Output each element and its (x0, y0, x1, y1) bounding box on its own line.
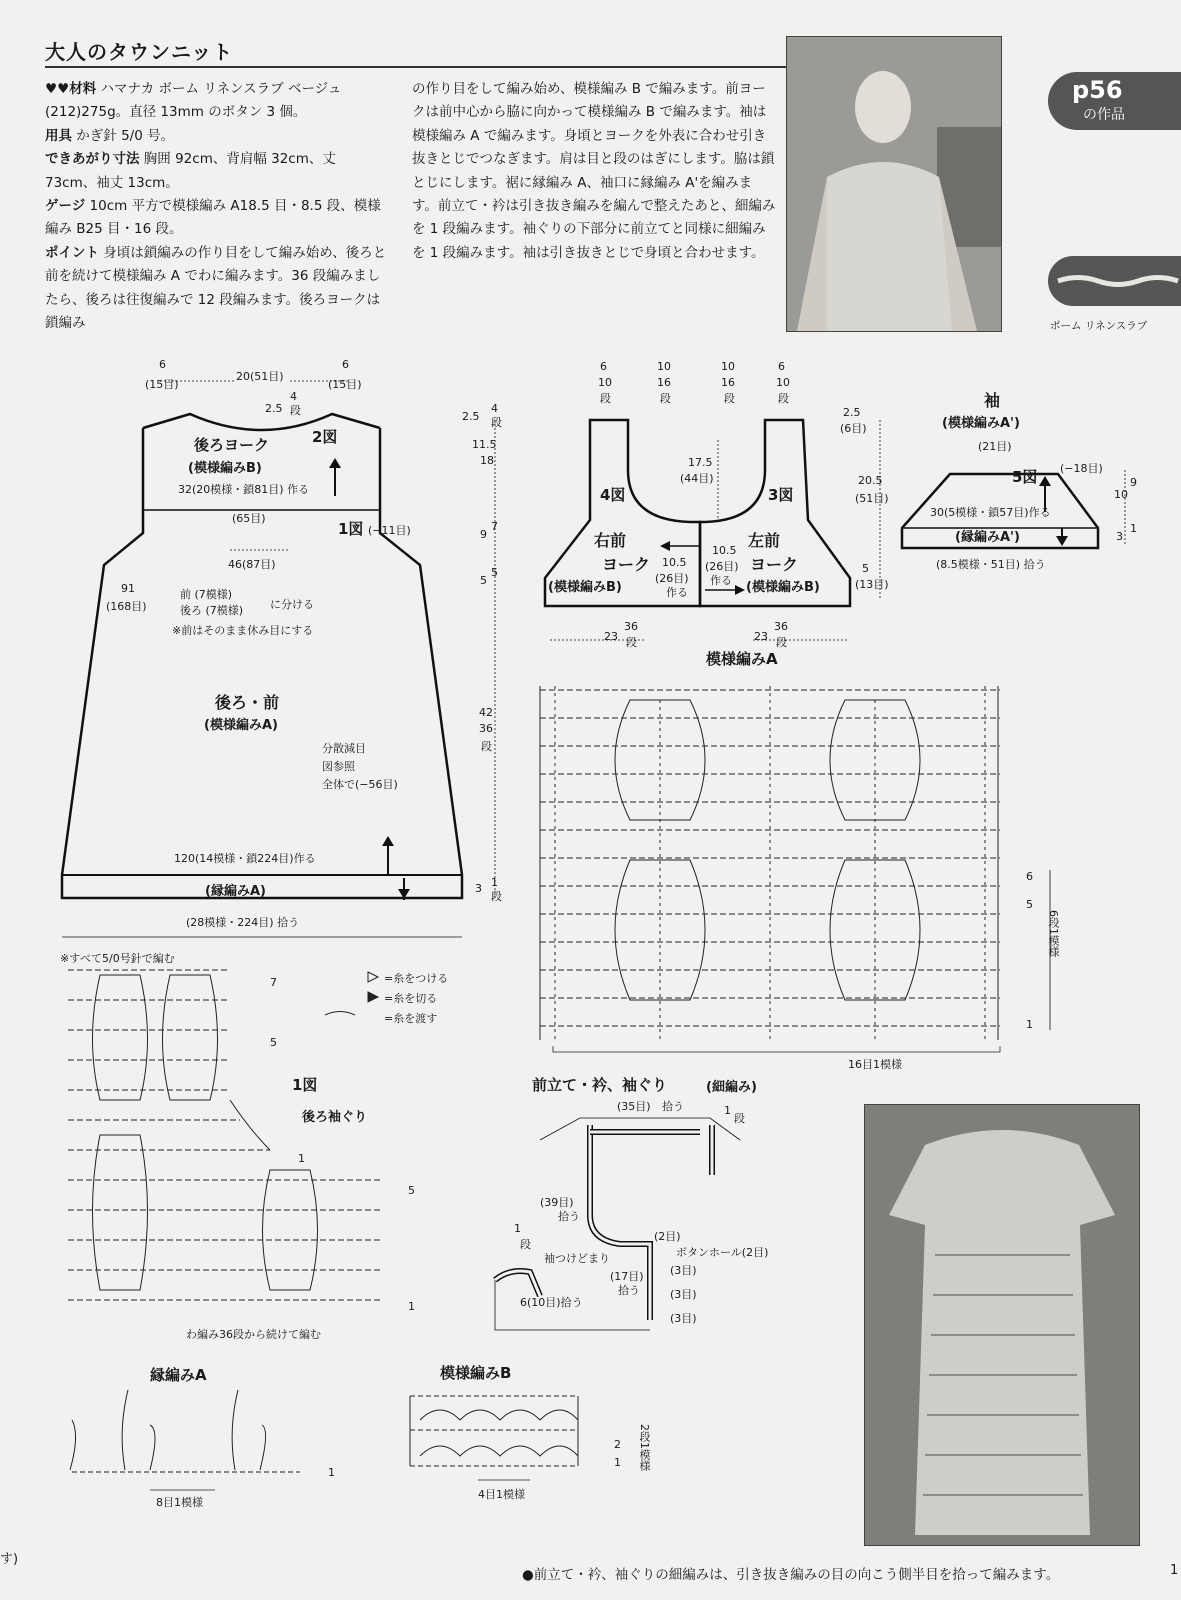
sleeve-title: 袖 (984, 391, 1001, 410)
pattern-b-r2: 2 (614, 1438, 621, 1451)
up-arrow-icon (329, 458, 341, 468)
sleeve-2-5: 2.5 (843, 406, 861, 419)
side-9: 9 (480, 528, 487, 541)
fy-23r: 23 (754, 630, 768, 643)
fy-make-b: 作る (710, 574, 732, 587)
width-46: 46(87目) (228, 558, 276, 571)
up-arrow-icon (1039, 476, 1051, 486)
fig5-label: 5図 (1012, 468, 1038, 486)
legend-pass: =糸を渡す (384, 1012, 438, 1025)
back-yoke-title: 後ろヨーク (194, 436, 270, 454)
side-1-dan: 段 (491, 890, 502, 903)
right-front-title: 右前 (594, 531, 627, 550)
cut-yarn-icon (368, 992, 378, 1002)
placket-title: 前立て・衿、袖ぐり (532, 1076, 668, 1094)
placket-3b: (3目) (670, 1288, 697, 1301)
fy-10b: 10 (657, 360, 671, 373)
neck-depth: 2.5 (265, 402, 283, 415)
fig3-label: 3図 (768, 486, 794, 504)
fig1-r1b: 1 (408, 1300, 415, 1313)
page-title: 大人のタウンニット (45, 40, 234, 64)
sleeve-stop: 袖つけどまり (544, 1252, 610, 1265)
side-7: 7 (491, 520, 498, 533)
tools-text: かぎ針 5/0 号。 (76, 127, 175, 144)
fy-17-5: 17.5 (688, 456, 713, 469)
fy-6a: 6 (600, 360, 607, 373)
fig1-r5: 5 (270, 1036, 277, 1049)
tools-heading: 用具 (45, 127, 72, 144)
placket-3c: (3目) (670, 1312, 697, 1325)
pattern-a-rows: 6段1模様 (1047, 910, 1060, 957)
sleeve-minus18: (−18目) (1060, 462, 1103, 475)
pattern-a-stitch-chart (540, 686, 1000, 1052)
split-front: 前 (7模様) (180, 588, 233, 601)
right-front-pattern: (模様編みB) (548, 580, 622, 595)
body-outline (62, 428, 462, 898)
fy-36r-dan: 段 (776, 636, 787, 649)
dim-6-left: 6 (159, 358, 166, 371)
fy-10-5b: 10.5 (712, 544, 737, 557)
fig1-chart-note: わ編み36段から続けて編む (186, 1328, 321, 1341)
fy-36: 36 (624, 620, 638, 633)
pass-yarn-icon (325, 1012, 355, 1016)
neck-dan: 段 (290, 404, 301, 417)
edge-a-chart (70, 1390, 300, 1490)
pattern-b-r1: 1 (614, 1456, 621, 1469)
dec-note-3: 全体で(−56目) (322, 778, 398, 791)
sleeve-r9: 9 (1130, 476, 1137, 489)
dec-note-1: 分散減目 (322, 742, 366, 755)
placket-pick2: 拾う (558, 1210, 580, 1223)
gauge-heading: ゲージ (45, 198, 86, 215)
fy-16c: 16 (721, 376, 735, 389)
side-1: 1 (491, 876, 498, 889)
hem-pick: (28模様・224目) 拾う (186, 916, 300, 929)
fig1-chart-subtitle: 後ろ袖ぐり (302, 1110, 368, 1125)
pattern-b-repeat: 4目1模様 (478, 1488, 525, 1501)
fy-36-dan: 段 (626, 636, 637, 649)
side-42: 42 (479, 706, 493, 719)
fig1-label: 1図 (338, 520, 364, 538)
placket-bottom: 6(10目)拾う (520, 1296, 583, 1309)
edge-a-repeat: 8目1模様 (156, 1496, 203, 1509)
pattern-a-r6: 6 (1026, 870, 1033, 883)
back-neckline (143, 414, 380, 430)
body-pattern: (模様編みA) (204, 718, 278, 733)
sleeve-pattern: (模様編みA') (942, 416, 1020, 431)
legend-cut: =糸を切る (384, 992, 438, 1005)
back-yoke-pattern: (模様編みB) (188, 461, 262, 476)
hem-start: 120(14模様・鎖224目)作る (174, 852, 316, 865)
dim-15-right: (15目) (328, 378, 362, 391)
size-heading: できあがり寸法 (45, 151, 140, 168)
pattern-a-repeat: 16目1模様 (848, 1058, 902, 1071)
needle-note: ※すべて5/0号針で編む (60, 952, 175, 965)
placket-title-suffix: (細編み) (706, 1080, 757, 1095)
yarn-label: ボーム リネンスラブ (1050, 320, 1148, 332)
placket-pick3: 拾う (618, 1284, 640, 1297)
pattern-b-rows: 2段1模様 (638, 1424, 651, 1471)
split-back: 後ろ (7模様) (180, 604, 244, 617)
side-4-dan: 段 (491, 416, 502, 429)
dim-6-right: 6 (342, 358, 349, 371)
page-number: 1 (1170, 1563, 1179, 1578)
sleeve-6: (6目) (840, 422, 867, 435)
size-text: 胸囲 92cm、背肩幅 32cm、丈 73cm、袖丈 13cm。 (45, 151, 336, 191)
fy-10d: 10 (776, 376, 790, 389)
fig1-chart-title: 1図 (292, 1076, 318, 1094)
pattern-a-r1: 1 (1026, 1018, 1033, 1031)
dec-note-2: 図参照 (322, 760, 355, 773)
yoke-stitches: (65目) (232, 512, 266, 525)
join-yarn-icon (368, 972, 378, 982)
sleeve-21: (21目) (978, 440, 1012, 453)
pattern-a-title: 模様編みA (706, 650, 778, 668)
fy-26a: (26目) (655, 572, 689, 585)
left-front-yoke: ヨーク (750, 555, 799, 574)
side-2-5: 2.5 (462, 410, 480, 423)
dim-15-left: (15目) (145, 378, 179, 391)
fy-dan-a: 段 (600, 392, 611, 405)
fy-36r: 36 (774, 620, 788, 633)
previous-page-fragment: す) (0, 1552, 19, 1567)
fig4-label: 4図 (600, 486, 626, 504)
fy-26b: (26目) (705, 560, 739, 573)
sleeve-20-5: 20.5 (858, 474, 883, 487)
legend-join: =糸をつける (384, 972, 449, 985)
yoke-start: 32(20模様・鎖81目) 作る (178, 483, 310, 496)
sleeve-start: 30(5模様・鎖57目)作る (930, 506, 1051, 519)
split-suffix: に分ける (270, 598, 314, 611)
fig1-armhole-chart (68, 970, 380, 1300)
materials-text: ハマナカ ボーム リネンスラブ ベージュ(212)275g。直径 13mm のボタン 3 個。 (45, 81, 342, 121)
instructions-text: の作り目をして編み始め、模様編み B で編みます。前ヨークは前中心から脇に向かって模様編み B で編みます。袖は模様編み A で編みます。身頃とヨークを外表に合わせ引き抜きとじでつなぎます。肩は目と段のはぎにします。脇は鎖とじにします。裾に縁編み A、袖口に縁編み A'を編みます。前立て・衿は引き抜き編みを編んで整えたあと、細編みを 1 段編みます。袖ぐりの下部分に前立てと同様に細編みを 1 段編みます。袖は引き抜きとじで身頃と合わせます。 (412, 81, 776, 261)
rest-note: ※前はそのまま休み目にする (172, 624, 314, 637)
fy-23: 23 (604, 630, 618, 643)
side-4: 4 (491, 402, 498, 415)
left-arrow-icon (660, 541, 670, 551)
footer-note: ●前立て・衿、袖ぐりの細編みは、引き抜き編みの目の向こう側半目を拾って編みます。 (522, 1567, 1060, 1583)
fy-10a: 10 (598, 376, 612, 389)
fy-dan-d: 段 (778, 392, 789, 405)
point-heading: ポイント (45, 244, 99, 261)
placket-17: (17目) (610, 1270, 644, 1283)
placket-left-dan: 段 (520, 1238, 531, 1251)
sleeve-51: (51目) (855, 492, 889, 505)
sleeve-5: 5 (862, 562, 869, 575)
dec-11: (−11目) (368, 524, 411, 537)
edge-a-label: (縁編みA) (205, 884, 266, 899)
pattern-b-title: 模様編みB (440, 1364, 512, 1382)
width-168: (168目) (106, 600, 147, 613)
side-36: 36 (479, 722, 493, 735)
fy-dan-c: 段 (724, 392, 735, 405)
side-11-5: 11.5 (472, 438, 497, 451)
badge-label: の作品 (1083, 107, 1125, 123)
width-91: 91 (121, 582, 135, 595)
placket-39: (39目) (540, 1196, 574, 1209)
fig1-r1: 1 (298, 1152, 305, 1165)
fy-10c: 10 (721, 360, 735, 373)
pattern-b-chart (410, 1396, 578, 1480)
edge-a-title: 縁編みA (150, 1366, 207, 1384)
sleeve-r1: 1 (1130, 522, 1137, 535)
fy-dan-b: 段 (660, 392, 671, 405)
pattern-a-r5: 5 (1026, 898, 1033, 911)
fig1-r5b: 5 (408, 1184, 415, 1197)
buttonhole: ボタンホール(2目) (676, 1246, 769, 1259)
point-text: 身頃は鎖編みの作り目をして編み始め、後ろと前を続けて模様編み A でわに編みます。36 段編みましたら、後ろは往復編みで 12 段編みます。後ろヨークは鎖編み (45, 244, 387, 332)
placket-35: (35目) (617, 1100, 651, 1113)
neck-rows: 4 (290, 390, 297, 403)
sleeve-r10: 10 (1114, 488, 1128, 501)
side-5: 5 (480, 574, 487, 587)
left-front-pattern: (模様編みB) (746, 580, 820, 595)
fig2-label: 2図 (312, 428, 338, 446)
placket-1: 1 (724, 1104, 731, 1117)
side-36-dan: 段 (481, 740, 492, 753)
placket-pick: 拾う (662, 1100, 684, 1113)
right-front-yoke: ヨーク (602, 555, 651, 574)
legend-symbols (325, 972, 378, 1015)
fy-16b: 16 (657, 376, 671, 389)
down-arrow-icon (1056, 536, 1068, 546)
fy-make-a: 作る (666, 586, 688, 599)
right-arrow-icon (735, 585, 745, 595)
fig1-r7: 7 (270, 976, 277, 989)
sleeve-r3: 3 (1116, 530, 1123, 543)
side-18: 18 (480, 454, 494, 467)
badge-page: p56 (1072, 76, 1123, 104)
gauge-text: 10cm 平方で模様編み A18.5 目・8.5 段、模様編み B25 目・16 段。 (45, 198, 381, 238)
side-3: 3 (475, 882, 482, 895)
fy-44: (44目) (680, 472, 714, 485)
sleeve-pick: (8.5模様・51目) 拾う (936, 558, 1046, 571)
edge-a-r1: 1 (328, 1466, 335, 1479)
fy-6d: 6 (778, 360, 785, 373)
dim-20: 20(51目) (236, 370, 284, 383)
sleeve-edge: (縁編みA') (955, 530, 1020, 545)
body-title: 後ろ・前 (215, 693, 280, 712)
placket-left1: 1 (514, 1222, 521, 1235)
placket-3a: (3目) (670, 1264, 697, 1277)
up-arrow-icon (382, 836, 394, 846)
sleeve-13: (13目) (855, 578, 889, 591)
left-front-title: 左前 (748, 531, 781, 550)
fy-10-5a: 10.5 (662, 556, 687, 569)
materials-heading: ♥♥材料 (45, 81, 97, 97)
placket-dan: 段 (734, 1112, 745, 1125)
side-5b: 5 (491, 566, 498, 579)
placket-2: (2目) (654, 1230, 681, 1243)
